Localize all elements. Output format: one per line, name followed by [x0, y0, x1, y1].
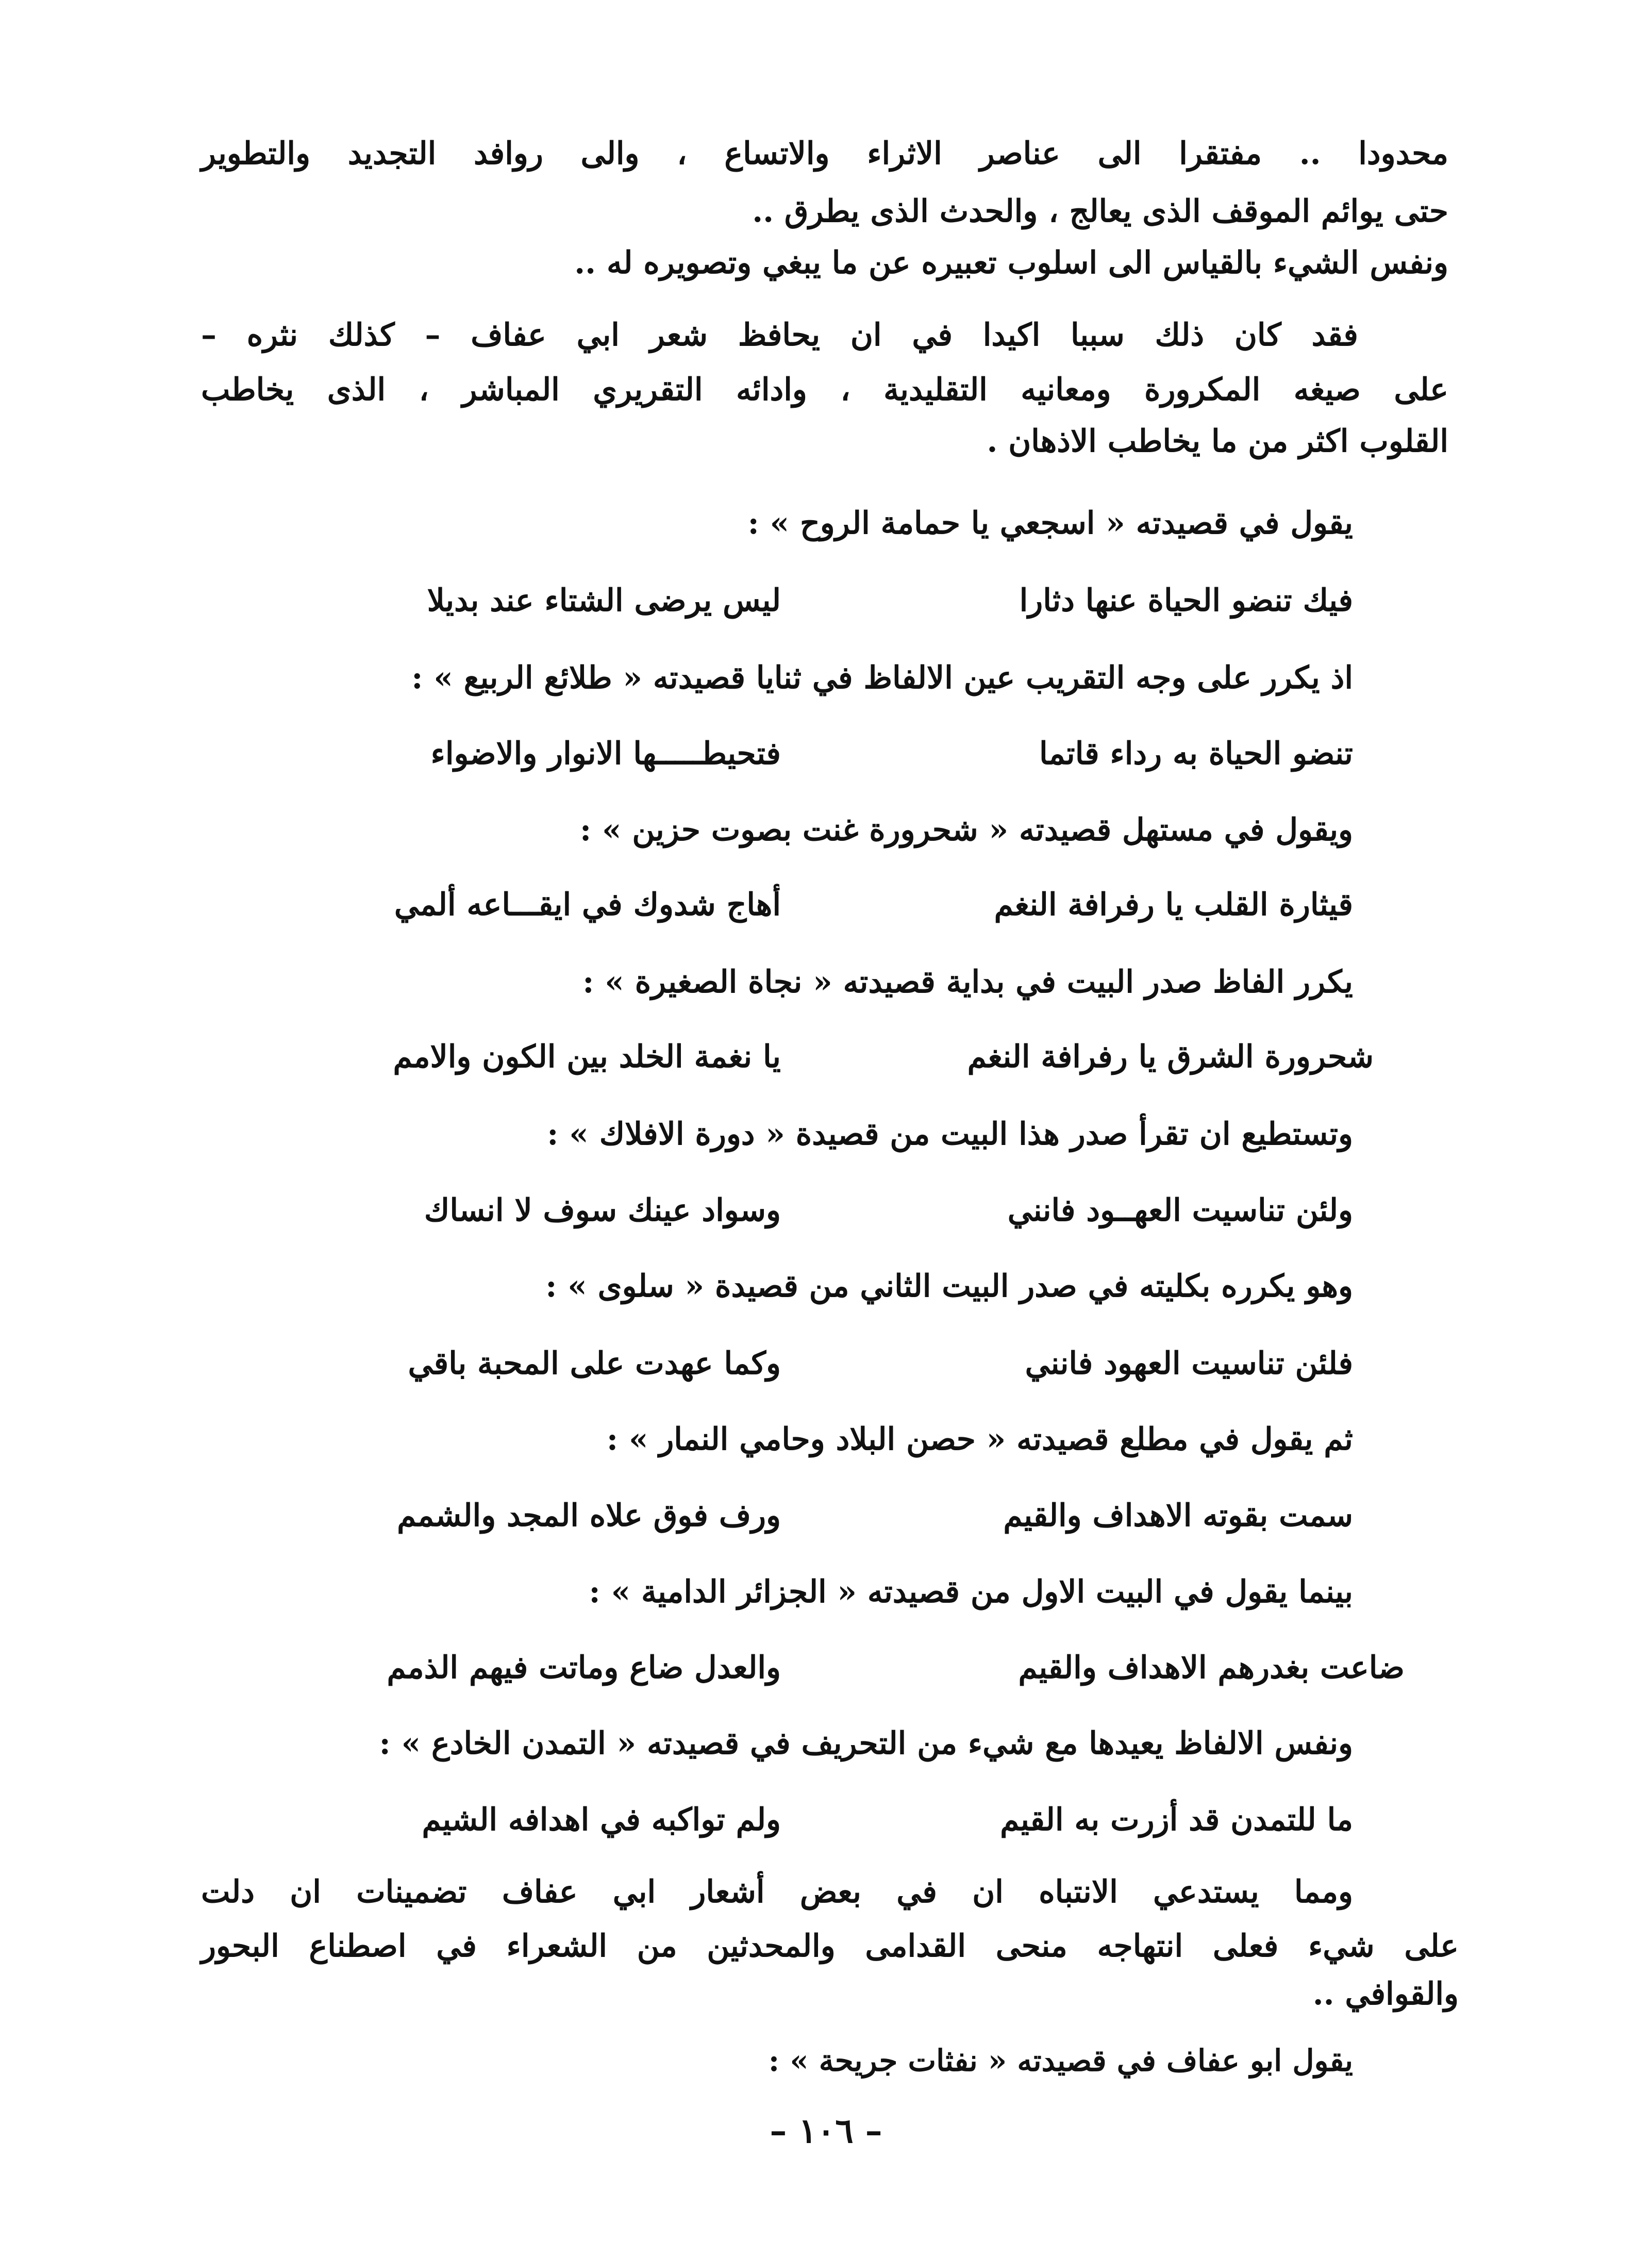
- paragraph-1-line-2: حتى يوائم الموقف الذى يعالج ، والحدث الذى يطرق ..: [752, 193, 1448, 229]
- paragraph-3-line-3: والقوافي ..: [1312, 1976, 1459, 2012]
- quote-intro-7: ثم يقول في مطلع قصيدته « حصن البلاد وحامي النمار » :: [606, 1421, 1353, 1457]
- verse-9-first-hemistich: ما للتمدن قد أزرت به القيم: [1000, 1802, 1353, 1838]
- paragraph-2-line-3: القلوب اكثر من ما يخاطب الاذهان .: [987, 423, 1448, 459]
- verse-5-second-hemistich: وسواد عينك سوف لا انساك: [424, 1192, 781, 1229]
- paragraph-1-line-3: ونفس الشيء بالقياس الى اسلوب تعبيره عن ما يبغي وتصويره له ..: [574, 245, 1448, 281]
- quote-intro-3: ويقول في مستهل قصيدته « شحرورة غنت بصوت حزين » :: [579, 812, 1353, 848]
- verse-7-first-hemistich: سمت بقوته الاهداف والقيم: [1003, 1498, 1353, 1534]
- paragraph-2-line-2: على صيغه المكرورة ومعانيه التقليدية ، وادائه التقريري المباشر ، الذى يخاطب: [201, 372, 1448, 408]
- verse-1-first-hemistich: فيك تنضو الحياة عنها دثارا: [1019, 583, 1353, 619]
- verse-6-first-hemistich: فلئن تناسيت العهود فانني: [1025, 1346, 1353, 1382]
- verse-5-first-hemistich: ولئن تناسيت العهــود فانني: [1007, 1192, 1353, 1229]
- verse-8-first-hemistich: ضاعت بغدرهم الاهداف والقيم: [1018, 1650, 1405, 1686]
- verse-8-second-hemistich: والعدل ضاع وماتت فيهم الذمم: [387, 1650, 781, 1686]
- paragraph-1-line-1: محدودا .. مفتقرا الى عناصر الاثراء والاتساع ، والى روافد التجديد والتطوير: [201, 136, 1448, 172]
- verse-6-second-hemistich: وكما عهدت على المحبة باقي: [408, 1346, 781, 1382]
- verse-2-second-hemistich: فتحيطـــــها الانوار والاضواء: [430, 736, 781, 772]
- paragraph-3-line-1: ومما يستدعي الانتباه ان في بعض أشعار ابي عفاف تضمينات ان دلت: [201, 1874, 1353, 1910]
- paragraph-2-line-1: فقد كان ذلك سببا اكيدا في ان يحافظ شعر ابي عفاف – كذلك نثره –: [201, 317, 1358, 353]
- quote-intro-9: ونفس الالفاظ يعيدها مع شيء من التحريف في قصيدته « التمدن الخادع » :: [379, 1725, 1353, 1762]
- verse-3-first-hemistich: قيثارة القلب يا رفرافة النغم: [994, 887, 1353, 923]
- verse-1-second-hemistich: ليس يرضى الشتاء عند بديلا: [427, 583, 781, 619]
- quote-intro-10: يقول ابو عفاف في قصيدته « نفثات جريحة » :: [768, 2043, 1353, 2078]
- verse-2-first-hemistich: تنضو الحياة به رداء قاتما: [1039, 736, 1353, 772]
- paragraph-3-line-2: على شيء فعلى انتهاجه منحى القدامى والمحدثين من الشعراء في اصطناع البحور: [201, 1928, 1459, 1964]
- verse-9-second-hemistich: ولم تواكبه في اهدافه الشيم: [422, 1802, 781, 1838]
- verse-3-second-hemistich: أهاج شدوك في ايقـــاعه ألمي: [394, 887, 781, 923]
- quote-intro-2: اذ يكرر على وجه التقريب عين الالفاظ في ثنايا قصيدته « طلائع الربيع » :: [411, 660, 1353, 696]
- quote-intro-8: بينما يقول في البيت الاول من قصيدته « الجزائر الدامية » :: [589, 1574, 1353, 1610]
- quote-intro-5: وتستطيع ان تقرأ صدر هذا البيت من قصيدة « دورة الافلاك » :: [547, 1116, 1353, 1152]
- verse-4-first-hemistich: شحرورة الشرق يا رفرافة النغم: [967, 1039, 1374, 1075]
- page-number: – ١٠٦ –: [770, 2111, 882, 2151]
- quote-intro-6: وهو يكرره بكليته في صدر البيت الثاني من قصيدة « سلوى » :: [545, 1268, 1353, 1304]
- quote-intro-1: يقول في قصيدته « اسجعي يا حمامة الروح » :: [747, 505, 1353, 541]
- verse-4-second-hemistich: يا نغمة الخلد بين الكون والامم: [393, 1039, 781, 1075]
- verse-7-second-hemistich: ورف فوق علاه المجد والشمم: [397, 1498, 781, 1534]
- quote-intro-4: يكرر الفاظ صدر البيت في بداية قصيدته « نجاة الصغيرة » :: [582, 964, 1353, 1000]
